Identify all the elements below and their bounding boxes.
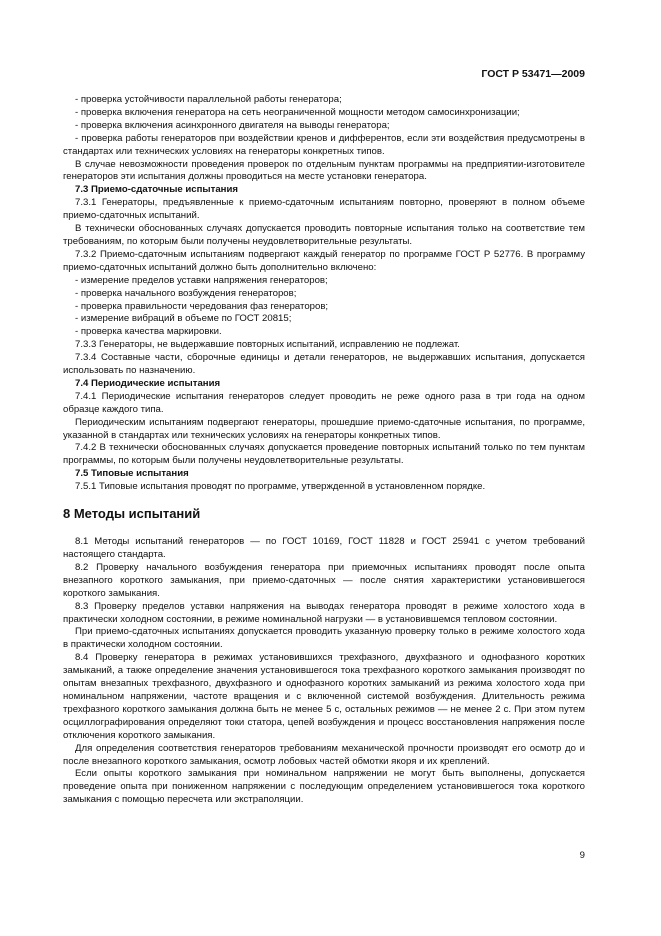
section-heading-7-5: 7.5 Типовые испытания: [75, 468, 189, 480]
paragraph: - проверка включения генератора на сеть неограниченной мощности методом самосинхронизации;: [75, 106, 520, 118]
paragraph: 7.3.4 Составные части, сборочные единицы и детали генераторов, не выдержавших испытания, допускается использовать по назначению.: [63, 352, 585, 377]
list-item: - проверка качества маркировки.: [75, 326, 222, 338]
paragraph: 8.3 Проверку пределов уставки напряжения на выводах генератора проводят в режиме холостого хода в практически холодном состоянии, в режиме номинальной нагрузки — в установившемся тепловом состоянии.: [63, 600, 585, 625]
paragraph: - проверка включения асинхронного двигателя на выводы генератора;: [75, 119, 390, 131]
paragraph: 7.5.1 Типовые испытания проводят по программе, утвержденной в установленном порядке.: [75, 481, 486, 493]
paragraph: 8.4 Проверку генератора в режимах установившихся трехфазного, двухфазного и однофазного коротких замыканий, а также определение значения установившегося тока трехфазного короткого замыкания производят по опытам внезапных трехфазного, двухфазного и однофазного коротких замыканий из режима холостого хода при номинальном напряжении, частоте вращения и с включенной системой возбуждения. Длительность режима трехфазного короткого замыкания должна быть не менее 5 с, остальных режимов — не менее 2 с. При этом путем осциллографирования определяют токи статора, цепей возбуждения и процесс восстановления напряжения после отключения короткого замыкания.: [63, 652, 585, 741]
paragraph: 8.2 Проверку начального возбуждения генератора при приемочных испытаниях проводят после опыта внезапного короткого замыкания, при приемо-сдаточных — после снятия характеристики установившегося короткого замыкания.: [63, 561, 585, 599]
paragraph: Если опыты короткого замыкания при номинальном напряжении не могут быть выполнены, допускается проведение опыта при пониженном напряжении с последующим определением установившегося тока короткого замыкания с помощью пересчета или экстраполяции.: [63, 768, 585, 806]
paragraph: Для определения соответствия генераторов требованиям механической прочности производят его осмотр до и после внезапного короткого замыкания, осмотр лобовых частей обмотки якоря и их креплений.: [63, 742, 585, 767]
section-heading-7-3: 7.3 Приемо-сдаточные испытания: [75, 184, 238, 196]
document-header: ГОСТ Р 53471—2009: [481, 68, 585, 80]
paragraph: При приемо-сдаточных испытаниях допускается проводить указанную проверку только в режиме холостого хода в практически холодном состоянии.: [63, 626, 585, 651]
list-item: - измерение вибраций в объеме по ГОСТ 20815;: [75, 313, 292, 325]
paragraph: 7.4.2 В технически обоснованных случаях допускается проведение повторных испытаний только по тем пунктам программы, по которым были получены неудовлетворительные результаты.: [63, 442, 585, 467]
paragraph: 7.3.1 Генераторы, предъявленные к приемо-сдаточным испытаниям повторно, проверяют в полном объеме приемо-сдаточных испытаний.: [63, 197, 585, 222]
section-heading-7-4: 7.4 Периодические испытания: [75, 377, 221, 389]
paragraph: - проверка работы генераторов при воздействии кренов и дифферентов, если эти воздействия предусмотрены в стандартах или технических условиях на генераторы конкретных типов.: [63, 132, 585, 157]
document-body: [63, 94, 585, 807]
paragraph: 7.3.2 Приемо-сдаточным испытаниям подвергают каждый генератор по программе ГОСТ Р 52776. В программу приемо-сдаточных испытаний должно быть дополнительно включено:: [63, 248, 585, 273]
paragraph: 8.1 Методы испытаний генераторов — по ГОСТ 10169, ГОСТ 11828 и ГОСТ 25941 с учетом требований настоящего стандарта.: [63, 536, 585, 560]
paragraph: Периодическим испытаниям подвергают генераторы, прошедшие приемо-сдаточные испытания, по программе, указанной в стандартах или технических условиях на генераторы конкретных типов.: [63, 416, 585, 441]
paragraph: 7.4.1 Периодические испытания генераторов следует проводить не реже одного раза в три года на одном образце каждого типа.: [63, 390, 585, 415]
paragraph: В случае невозможности проведения проверок по отдельным пунктам программы на предприятии-изготовителе генераторов эти испытания должны проводиться на месте установки генератора.: [63, 158, 585, 183]
paragraph: - проверка устойчивости параллельной работы генератора;: [75, 94, 342, 105]
list-item: - проверка правильности чередования фаз генераторов;: [75, 300, 329, 312]
section-heading-8: 8 Методы испытаний: [63, 506, 201, 522]
paragraph: В технически обоснованных случаях допускается проводить повторные испытания только на соответствие тем требованиям, по которым были получены неудовлетворительные результаты.: [63, 223, 585, 247]
list-item: - проверка начального возбуждения генераторов;: [75, 287, 297, 299]
paragraph: 7.3.3 Генераторы, не выдержавшие повторных испытаний, исправлению не подлежат.: [75, 339, 460, 351]
page-number: 9: [579, 850, 585, 861]
list-item: - измерение пределов уставки напряжения генераторов;: [75, 274, 328, 286]
